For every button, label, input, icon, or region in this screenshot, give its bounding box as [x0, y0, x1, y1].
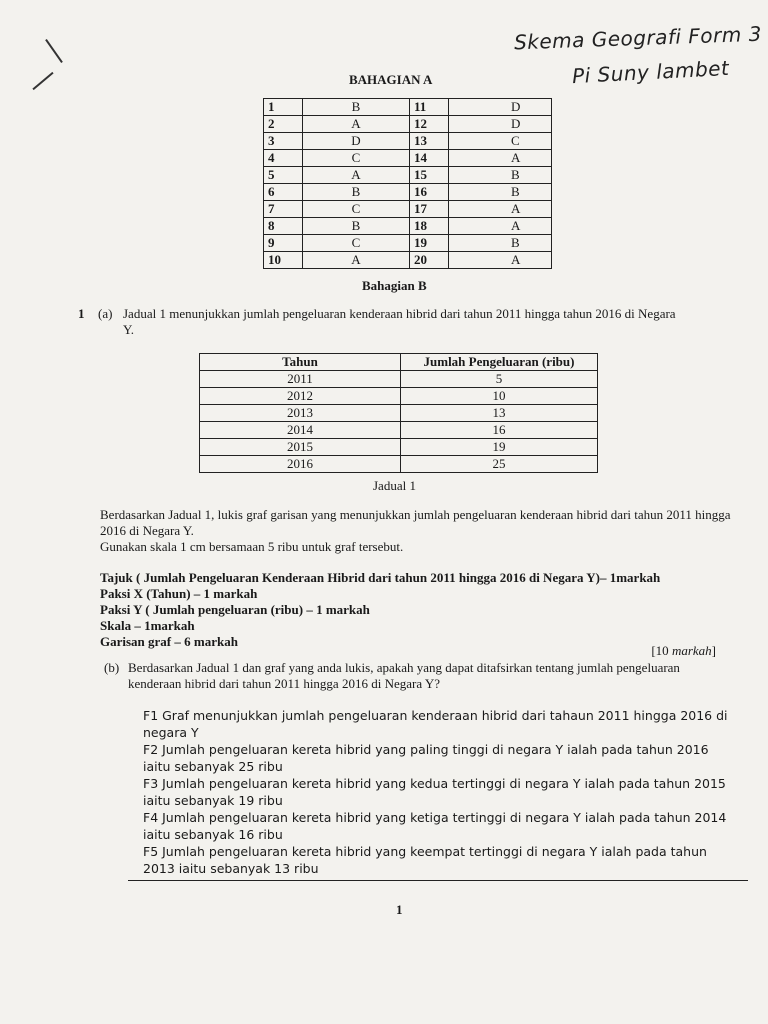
question-number-cell: 18	[410, 218, 449, 235]
criteria-title: Tajuk ( Jumlah Pengeluaran Kenderaan Hibrid dari tahun 2011 hingga 2016 di Negara Y)– 1markah	[100, 570, 661, 585]
answer-row	[264, 116, 552, 133]
question-number-cell: 17	[410, 201, 449, 218]
marks-total	[651, 643, 716, 659]
production-cell: 16	[401, 422, 598, 439]
answer-cell: A	[449, 252, 552, 269]
answer-f3: F3 Jumlah pengeluaran kereta hibrid yang kedua tertinggi di negara Y ialah pada tahun 2015 iaitu sebanyak 19 ribu	[143, 776, 726, 808]
year-cell: 2014	[200, 422, 401, 439]
answer-cell: C	[303, 235, 410, 252]
section-a-title: BAHAGIAN A	[349, 72, 433, 87]
table-row	[200, 371, 598, 388]
table-caption: Jadual 1	[373, 478, 416, 493]
pen-stroke	[45, 39, 63, 63]
table-row	[200, 422, 598, 439]
answer-cell: A	[449, 150, 552, 167]
question-number-cell: 5	[264, 167, 303, 184]
answer-cell: B	[303, 99, 410, 116]
answer-cell: B	[303, 184, 410, 201]
year-cell: 2013	[200, 405, 401, 422]
answer-cell: C	[449, 133, 552, 150]
section-b-title: Bahagian B	[362, 278, 427, 293]
marks-prefix: [10	[651, 643, 672, 658]
pen-stroke	[32, 72, 53, 90]
question-number-cell: 4	[264, 150, 303, 167]
question-number-cell: 2	[264, 116, 303, 133]
question-number-cell: 9	[264, 235, 303, 252]
question-number-cell: 7	[264, 201, 303, 218]
section-a-answer-table	[263, 98, 552, 269]
production-cell: 10	[401, 388, 598, 405]
year-cell: 2011	[200, 371, 401, 388]
answer-row	[264, 99, 552, 116]
answer-cell: B	[303, 218, 410, 235]
answer-f4: F4 Jumlah pengeluaran kereta hibrid yang ketiga tertinggi di negara Y ialah pada tahun 2014 iaitu sebanyak 16 ribu	[143, 810, 727, 842]
answer-cell: C	[303, 201, 410, 218]
answer-row	[264, 235, 552, 252]
answer-row	[264, 133, 552, 150]
table-header-production: Jumlah Pengeluaran (ribu)	[401, 354, 598, 371]
year-cell: 2015	[200, 439, 401, 456]
question-number-cell: 12	[410, 116, 449, 133]
instruction-line: Gunakan skala 1 cm bersamaan 5 ribu untuk graf tersebut.	[100, 539, 404, 554]
question-number-cell: 11	[410, 99, 449, 116]
answer-cell: B	[449, 235, 552, 252]
answer-f1: F1 Graf menunjukkan jumlah pengeluaran kenderaan hibrid dari tahaun 2011 hingga 2016 di negara Y	[143, 708, 728, 740]
production-cell: 5	[401, 371, 598, 388]
answer-cell: B	[449, 184, 552, 201]
question-number-cell: 10	[264, 252, 303, 269]
table-row	[200, 456, 598, 473]
year-cell: 2016	[200, 456, 401, 473]
question-number-cell: 20	[410, 252, 449, 269]
marks-word: markah	[671, 643, 712, 658]
answer-cell: A	[449, 218, 552, 235]
table-row	[200, 388, 598, 405]
question-number-cell: 8	[264, 218, 303, 235]
part-b-label: (b)	[104, 660, 120, 675]
answer-row	[264, 184, 552, 201]
answer-cell: D	[449, 99, 552, 116]
question-number-cell: 19	[410, 235, 449, 252]
production-cell: 13	[401, 405, 598, 422]
table-row	[200, 439, 598, 456]
part-b-text: Berdasarkan Jadual 1 dan graf yang anda lukis, apakah yang dapat ditafsirkan tentang jumlah pengeluaran kenderaan hibrid dari tahun 2011 hingga 2016 di Negara Y?	[128, 660, 680, 691]
answer-cell: A	[303, 167, 410, 184]
question-number-cell: 13	[410, 133, 449, 150]
question-number-cell: 14	[410, 150, 449, 167]
question-number-cell: 3	[264, 133, 303, 150]
answer-row	[264, 167, 552, 184]
handwritten-name: Pi Suny lambet	[571, 55, 730, 89]
answer-cell: A	[449, 201, 552, 218]
criteria-x-axis: Paksi X (Tahun) – 1 markah	[100, 586, 258, 601]
question-number-cell: 15	[410, 167, 449, 184]
jadual-1-table	[199, 353, 598, 473]
answer-f5: F5 Jumlah pengeluaran kereta hibrid yang keempat tertinggi di negara Y ialah pada tahun 2013 iaitu sebanyak 13 ribu	[143, 844, 707, 876]
answer-cell: A	[303, 252, 410, 269]
question-number-cell: 16	[410, 184, 449, 201]
part-a-label: (a)	[98, 306, 113, 321]
answer-cell: D	[449, 116, 552, 133]
handwritten-title: Skema Geografi Form 3	[513, 21, 763, 55]
answer-cell: D	[303, 133, 410, 150]
production-cell: 25	[401, 456, 598, 473]
divider-line	[128, 880, 748, 881]
question-number-cell: 6	[264, 184, 303, 201]
page-number: 1	[396, 902, 403, 917]
answer-cell: B	[449, 167, 552, 184]
answer-cell: A	[303, 116, 410, 133]
table-row	[200, 405, 598, 422]
question-number: 1	[78, 306, 85, 321]
marks-suffix: ]	[711, 643, 716, 658]
answer-f2: F2 Jumlah pengeluaran kereta hibrid yang paling tinggi di negara Y ialah pada tahun 2016 iaitu sebanyak 25 ribu	[143, 742, 709, 774]
criteria-graph-line: Garisan graf – 6 markah	[100, 634, 238, 649]
criteria-y-axis: Paksi Y ( Jumlah pengeluaran (ribu) – 1 markah	[100, 602, 370, 617]
answer-row	[264, 252, 552, 269]
instruction-line: Berdasarkan Jadual 1, lukis graf garisan yang menunjukkan jumlah pengeluaran kenderaan hibrid dari tahun 2011 hingga 2016 di Negara Y.	[100, 507, 731, 538]
answer-row	[264, 150, 552, 167]
marking-criteria	[100, 570, 740, 650]
answer-row	[264, 218, 552, 235]
production-cell: 19	[401, 439, 598, 456]
question-number-cell: 1	[264, 99, 303, 116]
instruction	[100, 507, 740, 555]
part-a-text: Jadual 1 menunjukkan jumlah pengeluaran kenderaan hibrid dari tahun 2011 hingga tahun 2016 di Negara Y.	[123, 306, 676, 337]
table-header-year: Tahun	[200, 354, 401, 371]
criteria-scale: Skala – 1markah	[100, 618, 195, 633]
answer-cell: C	[303, 150, 410, 167]
answer-list	[143, 707, 733, 877]
answer-row	[264, 201, 552, 218]
year-cell: 2012	[200, 388, 401, 405]
